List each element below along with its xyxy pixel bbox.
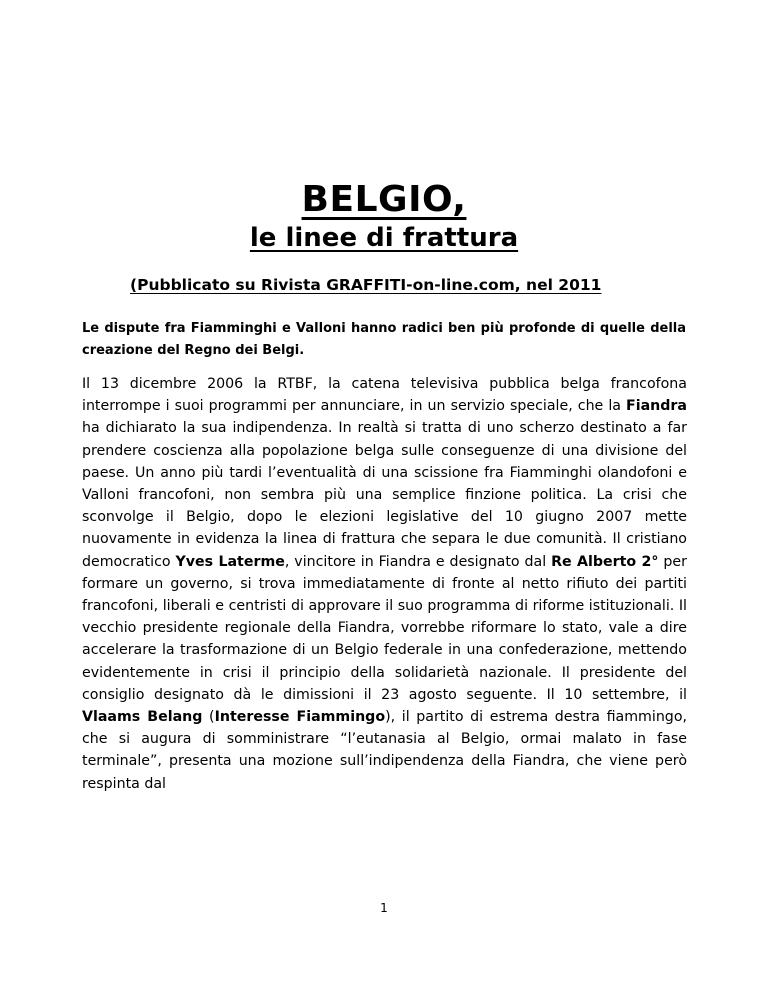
bold-term-yves-laterme: Yves Laterme [175, 553, 285, 570]
bold-term-interesse-fiammingo: Interesse Fiammingo [214, 709, 386, 726]
document-subtitle: le linee di frattura [249, 223, 519, 253]
body-text-segment: per formare un governo, si trova immediatamente di fronte al netto rifiuto dei partiti francofoni, liberali e centristi di approvare il suo programma di riforme istituzionali. Il vecchio presidente regionale della Fiandra, vorrebbe riformare lo stato, vale a dire accelerare la trasformazione di un Belgio federale in una confederazione, mettendo evidentemente in crisi il principio della solidarietà nazionale. Il presidente del consiglio designato dà le dimissioni il 23 agosto seguente. Il 10 settembre, il [82, 553, 687, 703]
publication-note: (Pubblicato su Rivista GRAFFITI-on-line.com, nel 2011 [130, 276, 602, 294]
bold-term-vlaams-belang: Vlaams Belang [82, 709, 203, 726]
body-text-segment: Il 13 dicembre 2006 la RTBF, la catena televisiva pubblica belga francofona interrompe i suoi programmi per annunciare, in un servizio speciale, che la [82, 376, 687, 415]
body-text-segment: , vincitore in Fiandra e designato dal [284, 553, 552, 570]
body-text-segment: ha dichiarato la sua indipendenza. In realtà si tratta di uno scherzo destinato a far prendere coscienza alla popolazione belga sulle conseguenze di una divisione del paese. Un anno più tardi l’eventualità di una scissione fra Fiamminghi olandofoni e Valloni francofoni, non sembra più una semplice finzione politica. La crisi che sconvolge il Belgio, dopo le elezioni legislative del 10 giugno 2007 mette nuovamente in evidenza la linea di frattura che separa le due comunità. Il cristiano democratico [82, 420, 687, 570]
intro-paragraph: Le dispute fra Fiamminghi e Valloni hanno radici ben più profonde di quelle della creazione del Regno dei Belgi. [82, 321, 686, 358]
bold-term-re-alberto: Re Alberto 2° [551, 553, 659, 570]
document-title: BELGIO, [301, 179, 467, 220]
bold-term-fiandra: Fiandra [626, 398, 687, 415]
body-text-segment: ), il partito di estrema destra fiammingo, che si augura di somministrare “l’eutanasia al Belgio, ormai malato in fase terminale”, presenta una mozione sull’indipendenza della Fiandra, che viene però respinta dal [82, 709, 688, 792]
page-number: 1 [380, 901, 388, 915]
body-text-segment: ( [202, 709, 215, 726]
body-paragraph [82, 373, 687, 795]
